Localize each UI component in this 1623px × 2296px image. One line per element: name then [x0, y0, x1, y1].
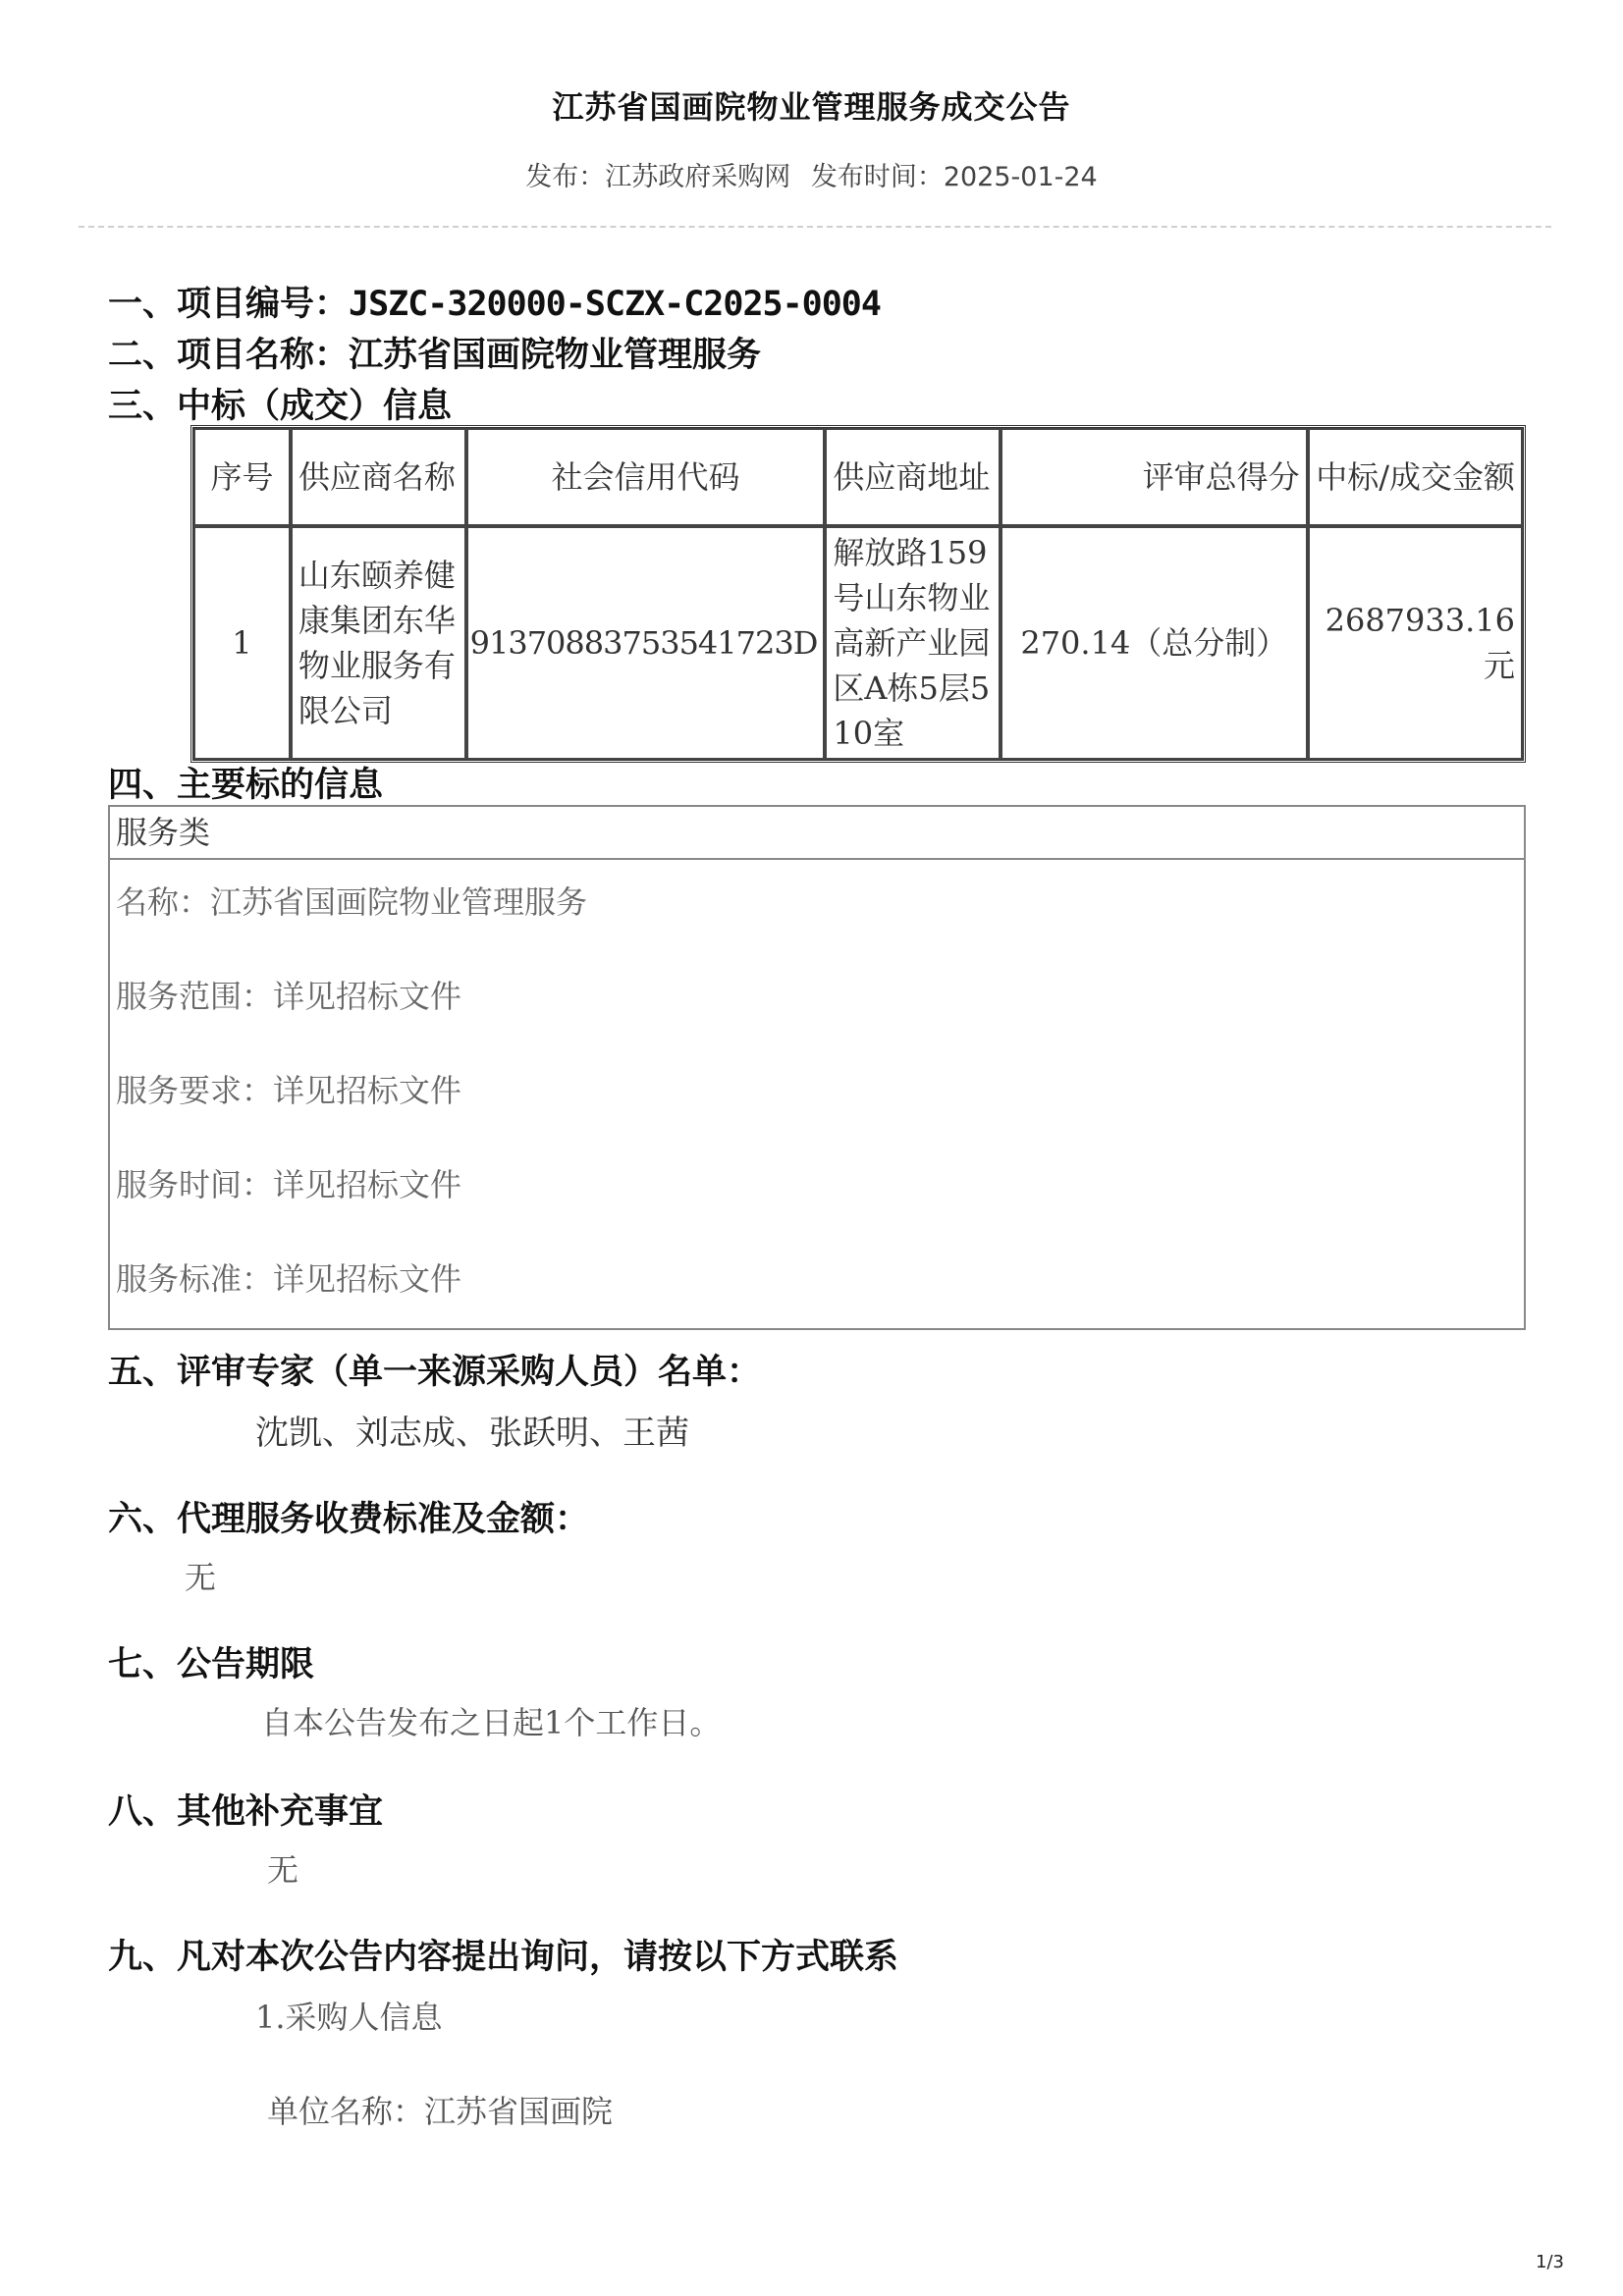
project-number-value: JSZC-320000-SCZX-C2025-0004 — [349, 285, 881, 324]
experts-heading: 五、评审专家（单一来源采购人员）名单： — [108, 1353, 762, 1392]
col-header-address: 供应商地址 — [825, 428, 1001, 526]
subject-info-box — [108, 805, 1526, 1330]
col-header-score: 评审总得分 — [1001, 428, 1308, 526]
cell-supplier: 山东颐养健康集团东华物业服务有限公司 — [291, 526, 466, 760]
publish-meta — [0, 155, 1623, 193]
other-value: 无 — [267, 1851, 299, 1889]
cell-credit-code — [466, 526, 826, 760]
subject-line-standard: 服务标准：详见招标文件 — [116, 1260, 462, 1298]
cell-score: 270.14（总分制） — [1001, 526, 1308, 760]
project-name — [108, 328, 761, 377]
project-number — [108, 277, 881, 326]
subject-line-scope: 服务范围：详见招标文件 — [116, 978, 462, 1015]
publisher: 发布：江苏政府采购网 — [525, 162, 791, 192]
winner-heading: 三、中标（成交）信息 — [108, 387, 453, 426]
subject-heading: 四、主要标的信息 — [108, 766, 384, 805]
table-row — [193, 526, 1523, 760]
col-header-amount: 中标/成交金额 — [1308, 428, 1523, 526]
contact-heading: 九、凡对本次公告内容提出询问，请按以下方式联系 — [108, 1938, 899, 1977]
contact-unit-name: 单位名称：江苏省国画院 — [267, 2093, 614, 2130]
col-header-no: 序号 — [193, 428, 291, 526]
col-header-credit-code: 社会信用代码 — [466, 428, 826, 526]
other-heading: 八、其他补充事宜 — [108, 1792, 384, 1832]
project-name-label: 二、项目名称： — [108, 336, 350, 375]
subject-line-requirement: 服务要求：详见招标文件 — [116, 1072, 462, 1109]
period-heading: 七、公告期限 — [108, 1645, 315, 1684]
col-header-supplier: 供应商名称 — [291, 428, 466, 526]
page-number: 1/3 — [1536, 2252, 1564, 2272]
cell-no: 1 — [193, 526, 291, 760]
subject-category: 服务类 — [110, 807, 1524, 860]
publish-time: 发布时间：2025-01-24 — [810, 162, 1098, 192]
winner-table — [190, 425, 1526, 763]
table-header-row — [193, 428, 1523, 526]
agency-fee-value: 无 — [185, 1559, 217, 1596]
page-title: 江苏省国画院物业管理服务成交公告 — [552, 88, 1071, 126]
header-divider — [79, 226, 1551, 228]
subject-line-time: 服务时间：详见招标文件 — [116, 1166, 462, 1203]
period-value: 自本公告发布之日起1个工作日。 — [261, 1704, 722, 1741]
credit-code-text: 91370883753541723D — [469, 624, 818, 662]
cell-address: 解放路159号山东物业高新产业园区A栋5层510室 — [825, 526, 1001, 760]
experts-value: 沈凯、刘志成、张跃明、王茜 — [255, 1414, 689, 1453]
project-number-label: 一、项目编号： — [108, 285, 350, 324]
contact-sub-label: 1.采购人信息 — [255, 1999, 443, 2036]
project-name-value: 江苏省国画院物业管理服务 — [349, 336, 762, 375]
cell-amount: 2687933.16元 — [1308, 526, 1523, 760]
subject-line-name: 名称：江苏省国画院物业管理服务 — [116, 883, 588, 921]
agency-fee-heading: 六、代理服务收费标准及金额： — [108, 1500, 590, 1539]
